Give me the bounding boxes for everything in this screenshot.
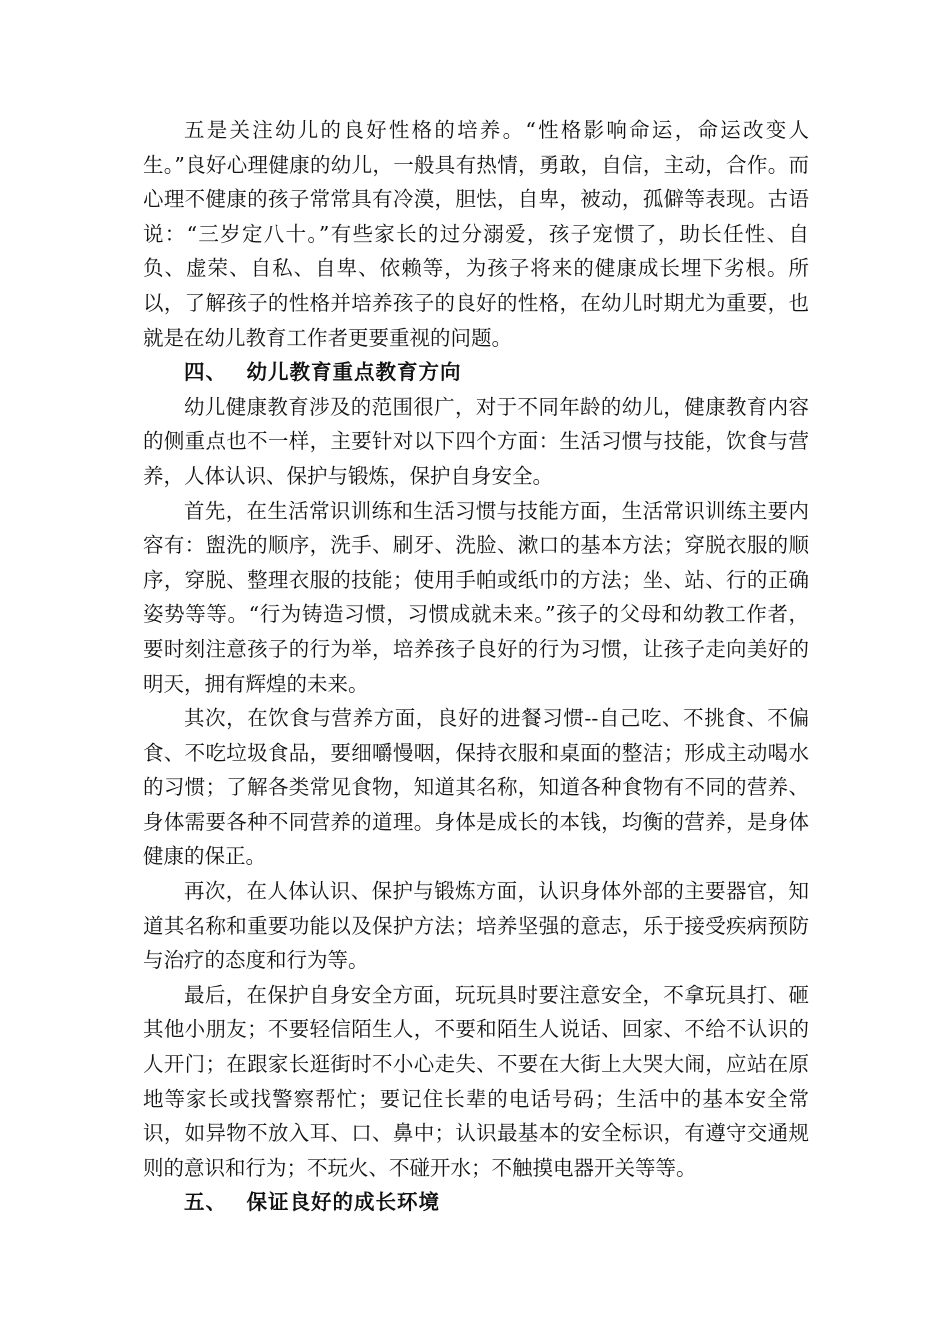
section-title: 保证良好的成长环境 <box>246 1190 441 1215</box>
paragraph-living-habits: 首先，在生活常识训练和生活习惯与技能方面，生活常识训练主要内容有：盥洗的顺序，洗手、刷牙、洗脸、漱口的基本方法；穿脱衣服的顺序，穿脱、整理衣服的技能；使用手帕或纸巾的方法；坐、站、行的正确姿势等等。“行为铸造习惯，习惯成就未来。”孩子的父母和幼教工作者，要时刻注意孩子的行为举，培养孩子良好的行为习惯，让孩子走向美好的明天，拥有辉煌的未来。 <box>143 498 809 696</box>
paragraph-body-protection: 再次，在人体认识、保护与锻炼方面，认识身体外部的主要器官，知道其名称和重要功能以及保护方法；培养坚强的意志，乐于接受疾病预防与治疗的态度和行为等。 <box>143 879 809 973</box>
paragraph-character-cultivation: 五是关注幼儿的良好性格的培养。“性格影响命运，命运改变人生。”良好心理健康的幼儿，一般具有热情，勇敢，自信，主动，合作。而心理不健康的孩子常常具有冷漠，胆怯，自卑，被动，孤僻等表现。古语说：“三岁定八十。”有些家长的过分溺爱，孩子宠惯了，助长任性、自负、虚荣、自私、自卑、依赖等，为孩子将来的健康成长埋下劣根。所以，了解孩子的性格并培养孩子的良好的性格，在幼儿时期尤为重要，也就是在幼儿教育工作者更要重视的问题。 <box>143 118 809 350</box>
section-number: 四、 <box>184 360 227 385</box>
section-number: 五、 <box>184 1190 227 1215</box>
paragraph-self-safety: 最后，在保护自身安全方面，玩玩具时要注意安全，不拿玩具打、砸其他小朋友；不要轻信陌生人，不要和陌生人说话、回家、不给不认识的人开门；在跟家长逛街时不小心走失、不要在大街上大哭大闹，应站在原地等家长或找警察帮忙；要记住长辈的电话号码；生活中的基本安全常识，如异物不放入耳、口、鼻中；认识最基本的安全标识，有遵守交通规则的意识和行为；不玩火、不碰开水；不触摸电器开关等等。 <box>143 982 809 1180</box>
section-title: 幼儿教育重点教育方向 <box>246 360 462 385</box>
section-heading-4 <box>143 355 809 390</box>
paragraph-health-education-scope: 幼儿健康教育涉及的范围很广，对于不同年龄的幼儿，健康教育内容的侧重点也不一样，主要针对以下四个方面：生活习惯与技能，饮食与营养，人体认识、保护与锻炼，保护自身安全。 <box>143 394 809 488</box>
document-body <box>143 113 809 1220</box>
section-heading-5 <box>143 1185 809 1220</box>
paragraph-diet-nutrition: 其次，在饮食与营养方面，良好的进餐习惯--自己吃、不挑食、不偏食、不吃垃圾食品，要细嚼慢咽，保持衣服和桌面的整洁；形成主动喝水的习惯；了解各类常见食物，知道其名称，知道各种食物有不同的营养、身体需要各种不同营养的道理。身体是成长的本钱，均衡的营养，是身体健康的保正。 <box>143 706 809 869</box>
